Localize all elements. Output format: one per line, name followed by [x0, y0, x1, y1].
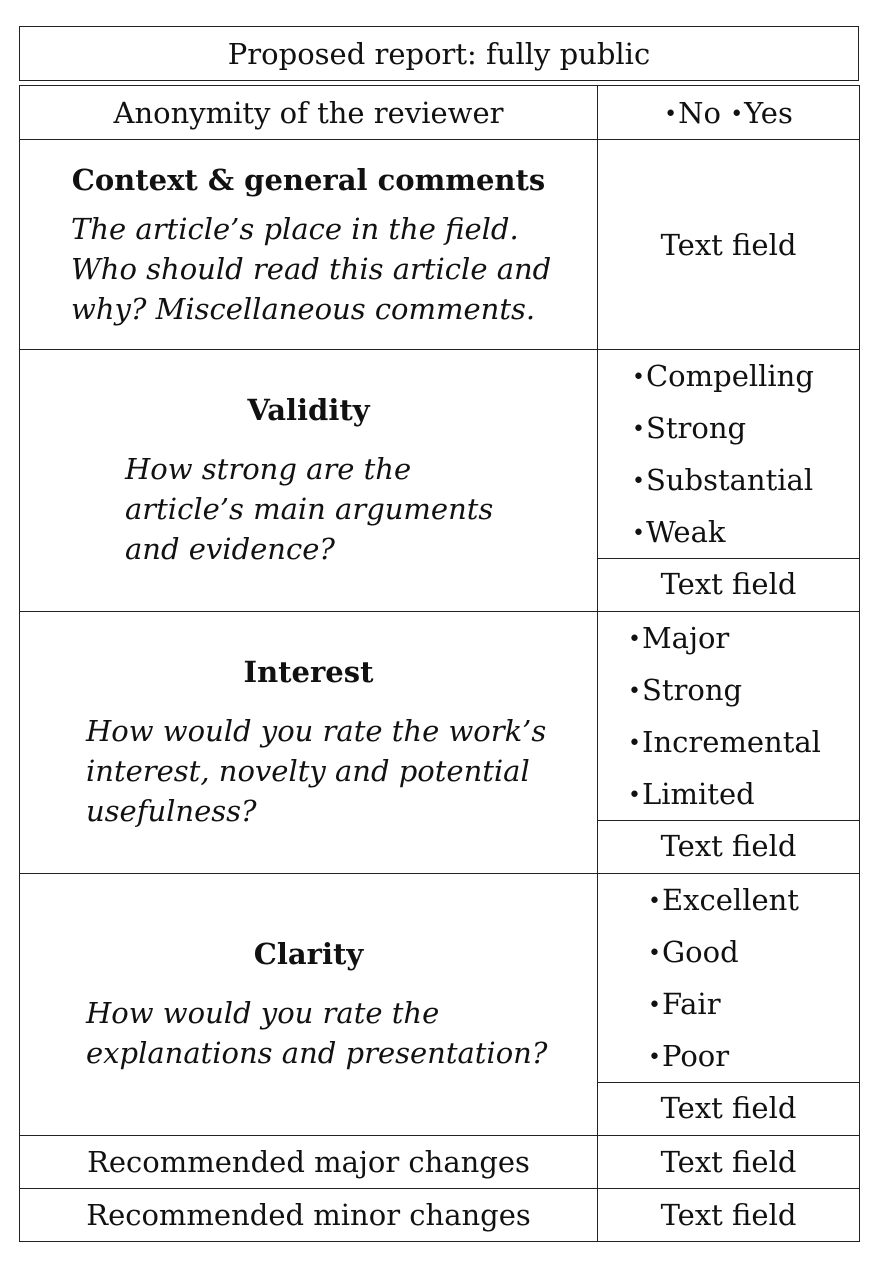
- bullet-icon: •: [648, 993, 661, 1018]
- major-changes-label: Recommended major changes: [20, 1136, 598, 1189]
- bullet-icon: •: [648, 1045, 661, 1070]
- validity-row: [20, 350, 860, 612]
- interest-cell: [20, 612, 598, 874]
- interest-row: [20, 612, 860, 874]
- clarity-row: [20, 874, 860, 1136]
- validity-heading: Validity: [247, 392, 370, 427]
- validity-text-field[interactable]: Text field: [598, 558, 859, 609]
- minor-changes-row: [20, 1189, 860, 1242]
- option-compelling[interactable]: •Compelling: [632, 359, 814, 393]
- validity-question: How strong are the article’s main arguments and evidence?: [125, 451, 494, 566]
- option-strong[interactable]: •Strong: [632, 411, 747, 445]
- option-excellent[interactable]: •Excellent: [648, 883, 799, 917]
- context-cell: [20, 140, 598, 350]
- clarity-cell: [20, 874, 598, 1136]
- context-question: The article’s place in the field. Who should read this article and why? Miscellaneous comments.: [71, 211, 552, 326]
- bullet-icon: •: [628, 627, 641, 652]
- anonymity-label: Anonymity of the reviewer: [20, 86, 598, 140]
- bullet-icon: •: [632, 469, 645, 494]
- context-heading: Context & general comments: [71, 162, 546, 197]
- bullet-icon: •: [628, 679, 641, 704]
- clarity-response: [598, 874, 860, 1136]
- interest-question: How would you rate the work’s interest, novelty and potential usefulness?: [86, 713, 547, 828]
- option-substantial[interactable]: •Substantial: [632, 463, 814, 497]
- option-major[interactable]: •Major: [628, 621, 730, 655]
- interest-heading: Interest: [243, 654, 374, 689]
- context-text-field[interactable]: Text field: [598, 140, 860, 350]
- bullet-icon: •: [632, 417, 645, 442]
- clarity-options: [598, 874, 859, 1082]
- bullet-icon: •: [628, 731, 641, 756]
- bullet-icon: •: [628, 783, 641, 808]
- option-weak[interactable]: •Weak: [632, 515, 726, 549]
- validity-options: [598, 350, 859, 558]
- bullet-icon: •: [632, 521, 645, 546]
- major-changes-text-field[interactable]: Text field: [598, 1136, 860, 1189]
- bullet-icon: •: [648, 941, 661, 966]
- validity-response: [598, 350, 860, 612]
- minor-changes-label: Recommended minor changes: [20, 1189, 598, 1242]
- option-incremental[interactable]: •Incremental: [628, 725, 821, 759]
- interest-options: [598, 612, 859, 820]
- anonymity-options: [598, 86, 860, 140]
- report-title-box: [19, 26, 859, 81]
- report-title: Proposed report: fully public: [227, 36, 651, 71]
- clarity-text-field[interactable]: Text field: [598, 1082, 859, 1133]
- clarity-heading: Clarity: [253, 936, 364, 971]
- option-limited[interactable]: •Limited: [628, 777, 755, 811]
- option-yes[interactable]: •Yes: [730, 95, 793, 130]
- option-no[interactable]: •No: [664, 95, 721, 130]
- option-poor[interactable]: •Poor: [648, 1039, 730, 1073]
- interest-text-field[interactable]: Text field: [598, 820, 859, 871]
- context-row: [20, 140, 860, 350]
- anonymity-row: [20, 86, 860, 140]
- validity-cell: [20, 350, 598, 612]
- clarity-question: How would you rate the explanations and presentation?: [86, 995, 548, 1070]
- bullet-icon: •: [632, 365, 645, 390]
- report-form-table: [19, 85, 860, 1242]
- minor-changes-text-field[interactable]: Text field: [598, 1189, 860, 1242]
- bullet-icon: •: [664, 101, 678, 127]
- interest-response: [598, 612, 860, 874]
- major-changes-row: [20, 1136, 860, 1189]
- bullet-icon: •: [730, 101, 744, 127]
- option-good[interactable]: •Good: [648, 935, 739, 969]
- option-strong[interactable]: •Strong: [628, 673, 743, 707]
- option-fair[interactable]: •Fair: [648, 987, 721, 1021]
- bullet-icon: •: [648, 889, 661, 914]
